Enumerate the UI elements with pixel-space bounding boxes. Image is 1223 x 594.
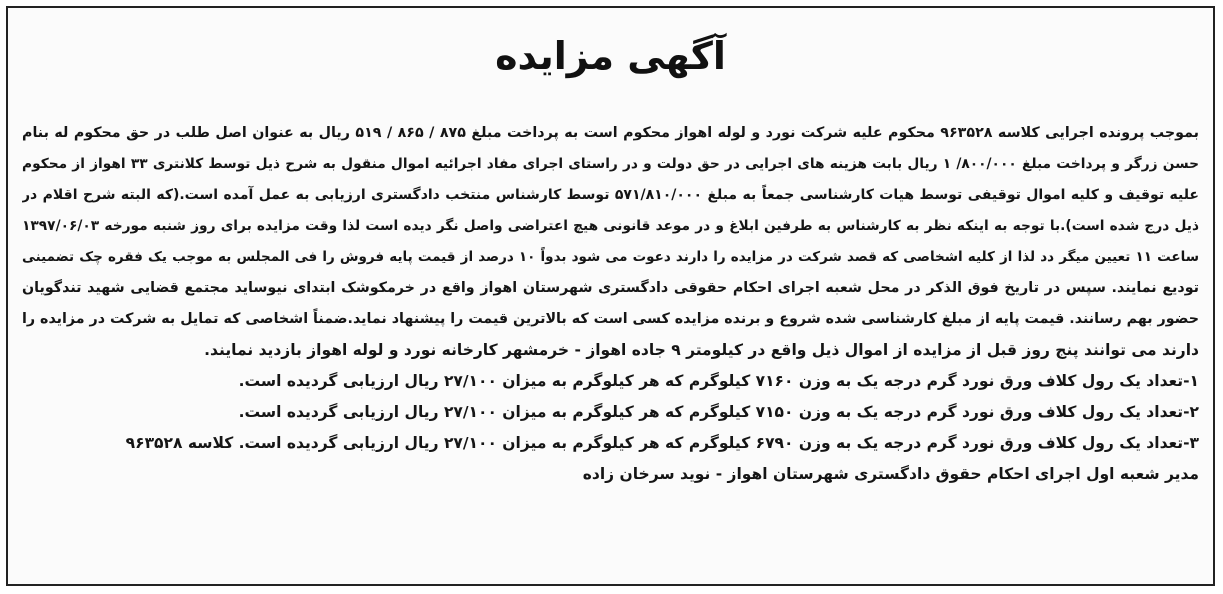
- body-line-1: بموجب پرونده اجرایی کلاسه ۹۶۳۵۲۸ محکوم علیه شرکت نورد و لوله اهواز محکوم است به پرداخت مبلغ ۸۷۵ / ۸۶۵ / ۵۱۹ ریال به عنوان اصل طلب در حق محکوم له بنام: [22, 125, 1199, 141]
- body-line-4: ذیل درج شده است).با توجه به اینکه نظر به کارشناس به طرفین ابلاغ و در موعد قانونی هیچ اعتراضی واصل نگر دیده است لذا وقت مزایده برای روز شنبه مورخه ۱۳۹۷/۰۶/۰۳: [22, 218, 1199, 234]
- body-line-8: دارند می توانند پنج روز قبل از مزایده از اموال ذیل واقع در کیلومتر ۹ جاده اهواز - خرمشهر کارخانه نورد و لوله اهواز بازدید نمایند.: [204, 341, 1199, 359]
- signature-line: مدیر شعبه اول اجرای احکام حقوق دادگستری شهرستان اهواز - نوید سرخان زاده: [582, 465, 1199, 483]
- item-2: ۲-تعداد یک رول کلاف ورق نورد گرم درجه یک به وزن ۷۱۵۰ کیلوگرم که هر کیلوگرم به میزان ۲۷/۱۰۰ ریال ارزیابی گردیده است.: [238, 403, 1199, 421]
- body-line-3: علیه توقیف و کلیه اموال توقیفی توسط هیات کارشناسی جمعاً به مبلغ ۵۷۱/۸۱۰/۰۰۰ توسط کارشناس منتخب دادگستری ارزیابی به عمل آمده است.(که البته شرح اقلام در: [22, 187, 1199, 203]
- body-line-7: حضور بهم رسانند. قیمت پایه از مبلغ کارشناسی شده شروع و برنده مزایده کسی است که بالاترین قیمت را پیشنهاد نماید.ضمناً اشخاصی که تمایل به شرکت در مزایده را: [22, 311, 1199, 327]
- body-line-6: تودیع نمایند. سپس در تاریخ فوق الذکر در محل شعبه اجرای احکام حقوقی دادگستری شهرستان اهواز واقع در خرمکوشک ابتدای نیوساید مجتمع قضایی شهید تندگویان: [22, 280, 1199, 296]
- item-1: ۱-تعداد یک رول کلاف ورق نورد گرم درجه یک به وزن ۷۱۶۰ کیلوگرم که هر کیلوگرم به میزان ۲۷/۱۰۰ ریال ارزیابی گردیده است.: [238, 372, 1199, 390]
- body-line-5: ساعت ۱۱ تعیین میگر دد لذا از کلیه اشخاصی که قصد شرکت در مزایده را دارند دعوت می شود بدواً ۱۰ درصد از قیمت پایه فروش را فی المجلس به موجب یک فقره چک تضمینی: [22, 249, 1199, 265]
- notice-title: آگهی مزایده: [495, 34, 726, 78]
- body-line-2: حسن زرگر و پرداخت مبلغ ۸۰۰/۰۰۰/ ۱ ریال بابت هزینه های اجرایی در حق دولت و در راستای اجرای مفاد اجرائیه اموال منقول به شرح ذیل توسط کلانتری ۳۳ اهواز از محکوم: [22, 156, 1199, 172]
- notice-body: [22, 118, 1199, 490]
- notice-frame: [6, 6, 1215, 586]
- item-3: ۳-تعداد یک رول کلاف ورق نورد گرم درجه یک به وزن ۶۷۹۰ کیلوگرم که هر کیلوگرم به میزان ۲۷/۱۰۰ ریال ارزیابی گردیده است. کلاسه ۹۶۳۵۲۸: [125, 434, 1199, 452]
